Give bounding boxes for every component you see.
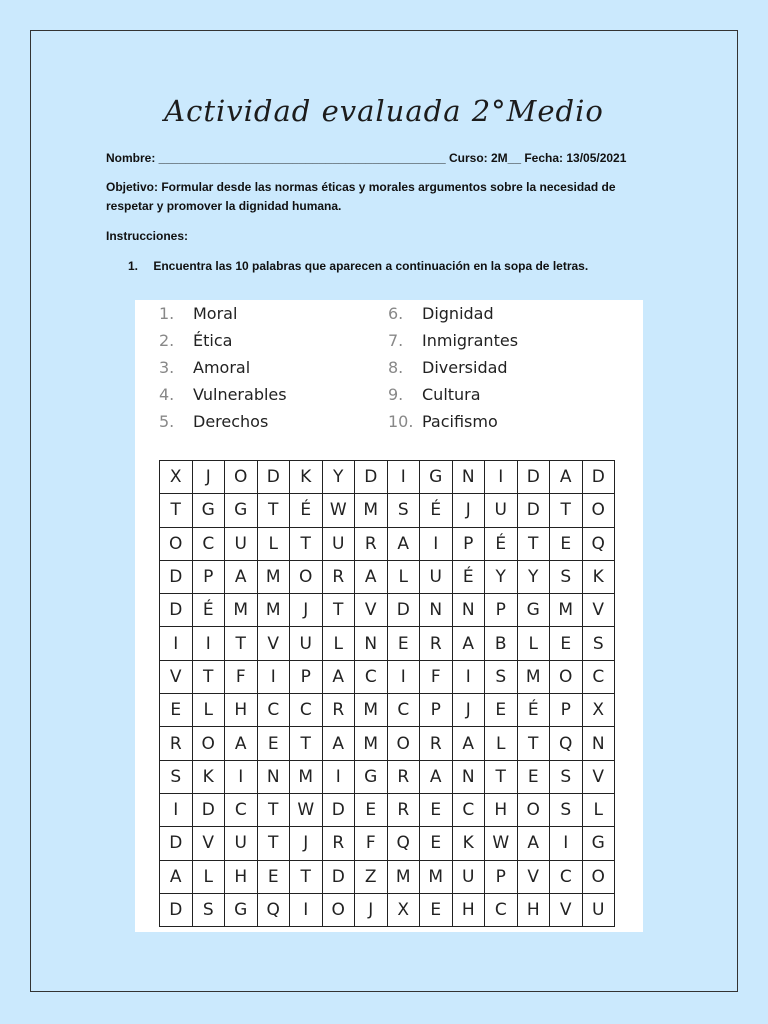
grid-cell: L	[387, 560, 420, 593]
grid-cell: J	[452, 694, 485, 727]
grid-cell: U	[452, 860, 485, 893]
grid-cell: G	[192, 494, 225, 527]
grid-cell: B	[485, 627, 518, 660]
grid-cell: U	[485, 494, 518, 527]
grid-cell: W	[322, 494, 355, 527]
grid-row	[160, 527, 615, 560]
word-list-item	[159, 412, 268, 432]
grid-cell: N	[452, 594, 485, 627]
grid-cell: G	[582, 827, 615, 860]
grid-cell: C	[290, 694, 323, 727]
grid-cell: A	[452, 627, 485, 660]
grid-cell: D	[322, 793, 355, 826]
grid-row	[160, 461, 615, 494]
grid-cell: H	[452, 893, 485, 926]
grid-cell: E	[420, 893, 453, 926]
grid-cell: K	[290, 461, 323, 494]
grid-cell: Q	[582, 527, 615, 560]
grid-cell: T	[160, 494, 193, 527]
grid-cell: N	[452, 461, 485, 494]
grid-cell: G	[420, 461, 453, 494]
grid-cell: R	[160, 727, 193, 760]
grid-cell: O	[550, 660, 583, 693]
grid-cell: R	[387, 760, 420, 793]
grid-cell: C	[452, 793, 485, 826]
grid-cell: P	[485, 594, 518, 627]
grid-cell: O	[322, 893, 355, 926]
grid-cell: T	[485, 760, 518, 793]
grid-cell: T	[192, 660, 225, 693]
grid-cell: D	[257, 461, 290, 494]
grid-cell: R	[322, 694, 355, 727]
word-list-item	[159, 304, 237, 324]
grid-cell: C	[485, 893, 518, 926]
grid-cell: T	[322, 594, 355, 627]
grid-cell: E	[355, 793, 388, 826]
grid-cell: D	[192, 793, 225, 826]
instructions-label: Instrucciones:	[106, 229, 189, 243]
grid-cell: I	[160, 793, 193, 826]
word-text: Vulnerables	[193, 385, 287, 404]
grid-cell: E	[550, 527, 583, 560]
letter-grid	[159, 460, 615, 927]
word-list	[135, 304, 643, 444]
word-number: 8.	[388, 358, 404, 377]
grid-cell: I	[257, 660, 290, 693]
grid-cell: I	[550, 827, 583, 860]
grid-cell: L	[322, 627, 355, 660]
grid-cell: S	[485, 660, 518, 693]
grid-cell: É	[420, 494, 453, 527]
grid-cell: S	[192, 893, 225, 926]
word-number: 6.	[388, 304, 404, 323]
grid-cell: R	[322, 827, 355, 860]
grid-cell: U	[225, 527, 258, 560]
grid-cell: I	[290, 893, 323, 926]
grid-row	[160, 594, 615, 627]
grid-cell: T	[257, 827, 290, 860]
grid-row	[160, 760, 615, 793]
grid-cell: G	[225, 494, 258, 527]
grid-cell: L	[517, 627, 550, 660]
grid-cell: S	[550, 793, 583, 826]
word-text: Inmigrantes	[422, 331, 519, 350]
grid-cell: V	[582, 760, 615, 793]
grid-cell: E	[257, 727, 290, 760]
grid-cell: U	[582, 893, 615, 926]
name-course-date-line: Nombre: ___________________________________________ Curso: 2M__ Fecha: 13/05/2021	[106, 151, 627, 165]
grid-cell: M	[517, 660, 550, 693]
grid-cell: C	[225, 793, 258, 826]
objective-text: Objetivo: Formular desde las normas éticas y morales argumentos sobre la necesidad de respetar y promover la dignidad humana.	[106, 180, 616, 213]
grid-cell: J	[452, 494, 485, 527]
grid-cell: O	[192, 727, 225, 760]
grid-cell: P	[452, 527, 485, 560]
grid-cell: O	[582, 494, 615, 527]
grid-cell: S	[387, 494, 420, 527]
grid-cell: I	[485, 461, 518, 494]
grid-cell: O	[160, 527, 193, 560]
grid-cell: A	[420, 760, 453, 793]
word-list-item	[159, 331, 232, 351]
word-text: Diversidad	[422, 358, 508, 377]
grid-cell: R	[420, 627, 453, 660]
grid-cell: M	[257, 594, 290, 627]
grid-cell: M	[225, 594, 258, 627]
grid-cell: U	[225, 827, 258, 860]
grid-row	[160, 627, 615, 660]
grid-cell: O	[387, 727, 420, 760]
word-text: Ética	[193, 331, 233, 350]
grid-cell: V	[582, 594, 615, 627]
grid-cell: Q	[550, 727, 583, 760]
grid-cell: J	[192, 461, 225, 494]
word-number: 7.	[388, 331, 404, 350]
grid-cell: A	[322, 727, 355, 760]
grid-cell: O	[225, 461, 258, 494]
word-text: Cultura	[422, 385, 481, 404]
grid-cell: V	[355, 594, 388, 627]
grid-cell: E	[550, 627, 583, 660]
grid-cell: É	[485, 527, 518, 560]
grid-cell: Y	[485, 560, 518, 593]
grid-cell: F	[225, 660, 258, 693]
grid-cell: É	[192, 594, 225, 627]
grid-cell: J	[355, 893, 388, 926]
grid-cell: L	[257, 527, 290, 560]
grid-cell: U	[322, 527, 355, 560]
grid-cell: J	[290, 594, 323, 627]
grid-cell: K	[452, 827, 485, 860]
grid-cell: N	[452, 760, 485, 793]
word-text: Derechos	[193, 412, 269, 431]
step-text: Encuentra las 10 palabras que aparecen a continuación en la sopa de letras.	[153, 259, 589, 273]
grid-row	[160, 727, 615, 760]
grid-cell: H	[517, 893, 550, 926]
grid-row	[160, 860, 615, 893]
grid-cell: T	[257, 494, 290, 527]
grid-cell: G	[517, 594, 550, 627]
grid-cell: I	[420, 527, 453, 560]
grid-cell: R	[387, 793, 420, 826]
grid-cell: H	[485, 793, 518, 826]
grid-cell: T	[290, 527, 323, 560]
grid-row	[160, 793, 615, 826]
grid-cell: C	[387, 694, 420, 727]
word-text: Pacifismo	[422, 412, 498, 431]
grid-cell: D	[355, 461, 388, 494]
grid-cell: I	[387, 461, 420, 494]
word-text: Amoral	[193, 358, 251, 377]
grid-cell: V	[192, 827, 225, 860]
grid-cell: I	[160, 627, 193, 660]
grid-cell: A	[517, 827, 550, 860]
grid-cell: W	[485, 827, 518, 860]
grid-cell: T	[517, 727, 550, 760]
grid-cell: S	[582, 627, 615, 660]
word-search-sheet	[135, 300, 643, 932]
grid-cell: Z	[355, 860, 388, 893]
grid-cell: A	[160, 860, 193, 893]
word-list-item	[388, 412, 498, 432]
word-number: 9.	[388, 385, 404, 404]
word-list-item	[159, 358, 250, 378]
grid-cell: D	[322, 860, 355, 893]
grid-cell: É	[290, 494, 323, 527]
grid-cell: M	[355, 694, 388, 727]
grid-cell: R	[355, 527, 388, 560]
grid-cell: L	[582, 793, 615, 826]
grid-cell: Q	[257, 893, 290, 926]
grid-cell: C	[192, 527, 225, 560]
grid-cell: E	[160, 694, 193, 727]
grid-cell: Q	[387, 827, 420, 860]
grid-cell: G	[225, 893, 258, 926]
grid-cell: T	[290, 727, 323, 760]
grid-cell: I	[387, 660, 420, 693]
grid-cell: N	[420, 594, 453, 627]
grid-row	[160, 660, 615, 693]
grid-cell: M	[290, 760, 323, 793]
grid-cell: V	[517, 860, 550, 893]
grid-cell: M	[550, 594, 583, 627]
grid-cell: P	[290, 660, 323, 693]
word-list-item	[388, 385, 481, 405]
grid-cell: C	[257, 694, 290, 727]
grid-cell: S	[550, 760, 583, 793]
word-list-item	[388, 304, 494, 324]
grid-row	[160, 893, 615, 926]
grid-cell: N	[355, 627, 388, 660]
grid-cell: O	[517, 793, 550, 826]
grid-cell: P	[420, 694, 453, 727]
grid-cell: M	[355, 494, 388, 527]
grid-cell: P	[192, 560, 225, 593]
word-list-item	[159, 385, 287, 405]
grid-cell: T	[290, 860, 323, 893]
grid-cell: S	[550, 560, 583, 593]
grid-cell: I	[192, 627, 225, 660]
grid-cell: D	[160, 560, 193, 593]
grid-cell: D	[517, 494, 550, 527]
grid-cell: O	[582, 860, 615, 893]
grid-cell: C	[550, 860, 583, 893]
grid-cell: W	[290, 793, 323, 826]
word-text: Moral	[193, 304, 238, 323]
grid-cell: D	[517, 461, 550, 494]
grid-cell: A	[355, 560, 388, 593]
grid-cell: S	[160, 760, 193, 793]
grid-cell: R	[420, 727, 453, 760]
grid-cell: T	[550, 494, 583, 527]
word-list-item	[388, 358, 508, 378]
grid-cell: D	[160, 827, 193, 860]
grid-cell: F	[420, 660, 453, 693]
grid-cell: V	[257, 627, 290, 660]
instruction-step	[128, 257, 588, 276]
grid-cell: O	[290, 560, 323, 593]
grid-row	[160, 694, 615, 727]
grid-cell: K	[192, 760, 225, 793]
grid-cell: C	[355, 660, 388, 693]
grid-cell: X	[387, 893, 420, 926]
word-number: 2.	[159, 331, 175, 350]
grid-cell: D	[160, 594, 193, 627]
grid-cell: D	[160, 893, 193, 926]
grid-cell: A	[225, 560, 258, 593]
grid-cell: T	[257, 793, 290, 826]
grid-cell: D	[582, 461, 615, 494]
grid-row	[160, 494, 615, 527]
word-number: 4.	[159, 385, 175, 404]
grid-cell: T	[225, 627, 258, 660]
page-title: Actividad evaluada 2°Medio	[164, 94, 604, 128]
grid-cell: E	[517, 760, 550, 793]
grid-cell: N	[582, 727, 615, 760]
grid-cell: É	[452, 560, 485, 593]
grid-cell: P	[550, 694, 583, 727]
grid-cell: Y	[322, 461, 355, 494]
word-number: 1.	[159, 304, 175, 323]
grid-cell: K	[582, 560, 615, 593]
grid-cell: A	[550, 461, 583, 494]
grid-cell: J	[290, 827, 323, 860]
grid-cell: Y	[517, 560, 550, 593]
grid-cell: A	[322, 660, 355, 693]
grid-cell: N	[257, 760, 290, 793]
grid-cell: T	[517, 527, 550, 560]
grid-cell: V	[550, 893, 583, 926]
grid-cell: H	[225, 860, 258, 893]
grid-cell: M	[420, 860, 453, 893]
grid-cell: V	[160, 660, 193, 693]
grid-cell: L	[485, 727, 518, 760]
grid-cell: U	[420, 560, 453, 593]
grid-cell: F	[355, 827, 388, 860]
word-text: Dignidad	[422, 304, 494, 323]
grid-cell: C	[582, 660, 615, 693]
grid-cell: M	[257, 560, 290, 593]
grid-row	[160, 827, 615, 860]
word-number: 3.	[159, 358, 175, 377]
grid-cell: X	[160, 461, 193, 494]
grid-cell: E	[485, 694, 518, 727]
grid-cell: P	[485, 860, 518, 893]
grid-cell: M	[387, 860, 420, 893]
grid-cell: M	[355, 727, 388, 760]
grid-cell: D	[387, 594, 420, 627]
grid-row	[160, 560, 615, 593]
step-number: 1.	[128, 259, 139, 273]
grid-cell: E	[257, 860, 290, 893]
grid-cell: E	[420, 827, 453, 860]
grid-cell: G	[355, 760, 388, 793]
grid-cell: I	[452, 660, 485, 693]
grid-cell: A	[387, 527, 420, 560]
grid-cell: A	[452, 727, 485, 760]
grid-cell: X	[582, 694, 615, 727]
grid-cell: R	[322, 560, 355, 593]
grid-cell: L	[192, 694, 225, 727]
grid-cell: U	[290, 627, 323, 660]
grid-cell: É	[517, 694, 550, 727]
grid-cell: I	[322, 760, 355, 793]
grid-cell: E	[420, 793, 453, 826]
grid-cell: A	[225, 727, 258, 760]
grid-cell: H	[225, 694, 258, 727]
grid-cell: L	[192, 860, 225, 893]
word-number: 5.	[159, 412, 175, 431]
word-number: 10.	[388, 412, 414, 431]
word-list-item	[388, 331, 518, 351]
grid-cell: E	[387, 627, 420, 660]
grid-cell: I	[225, 760, 258, 793]
